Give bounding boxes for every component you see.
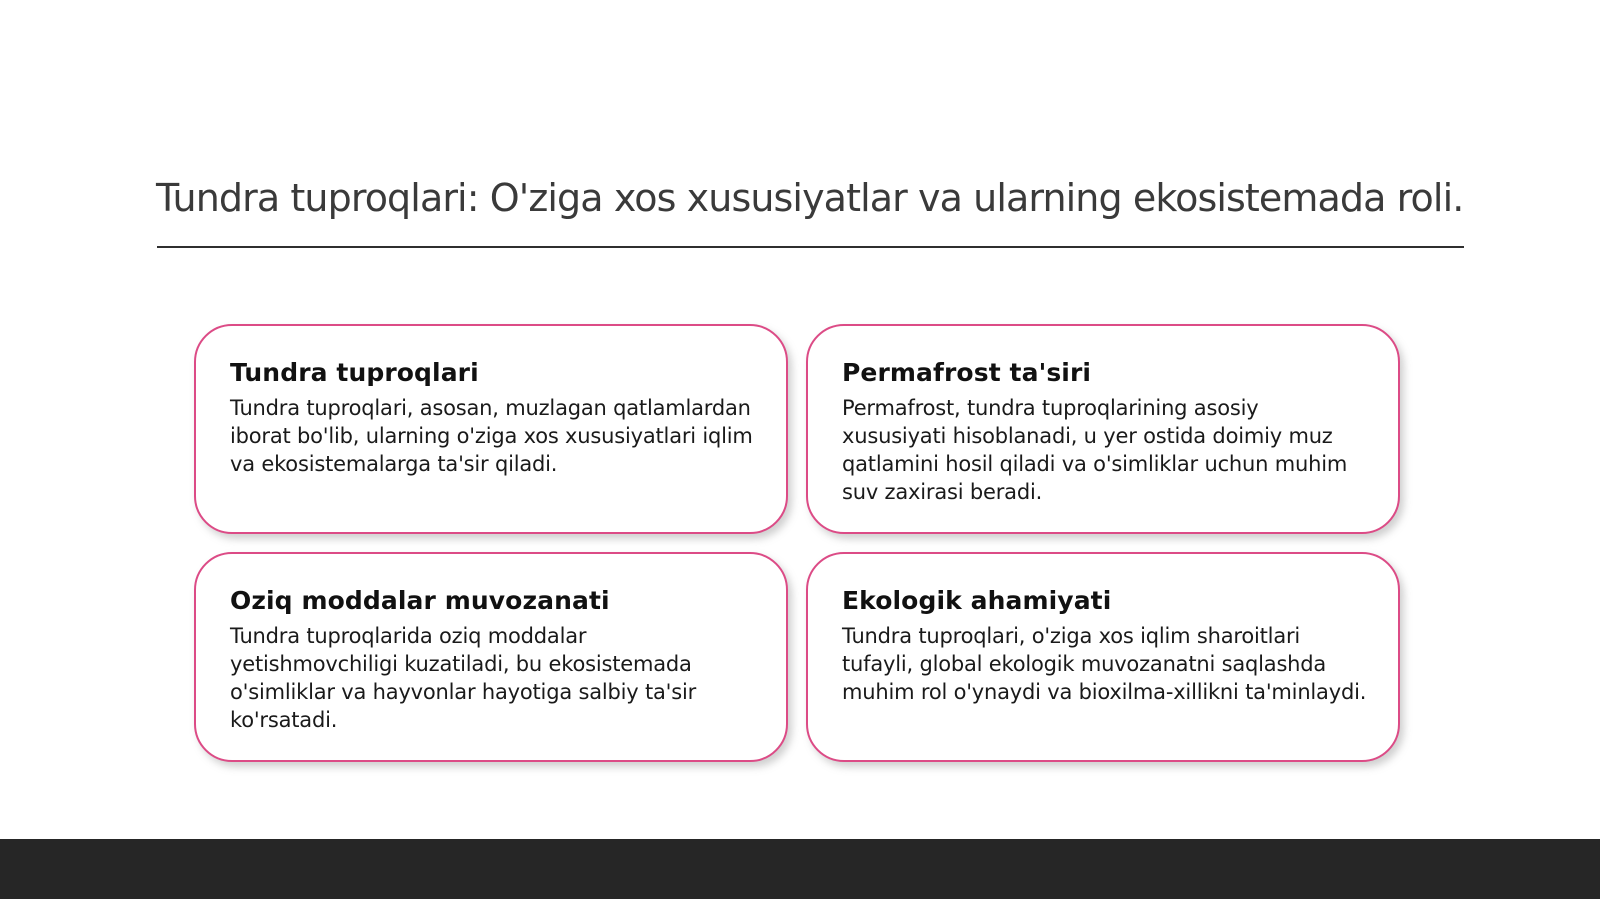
card-ecological-importance bbox=[806, 552, 1400, 762]
card-tundra-soils bbox=[194, 324, 788, 534]
slide-title: Tundra tuproqlari: O'ziga xos xususiyatlar va ularning ekosistemada roli. bbox=[156, 176, 1464, 220]
card-nutrient-balance bbox=[194, 552, 788, 762]
card-permafrost-effect bbox=[806, 324, 1400, 534]
card-heading: Ekologik ahamiyati bbox=[842, 586, 1112, 615]
card-text: Permafrost, tundra tuproqlarining asosiy xususiyati hisoblanadi, u yer ostida doimiy muz qatlamini hosil qiladi va o'simliklar uchun muhim suv zaxirasi beradi. bbox=[842, 396, 1348, 504]
footer-bar bbox=[0, 839, 1600, 899]
card-heading: Tundra tuproqlari bbox=[230, 358, 479, 387]
title-divider bbox=[157, 246, 1464, 248]
card-heading: Permafrost ta'siri bbox=[842, 358, 1092, 387]
card-text: Tundra tuproqlarida oziq moddalar yetishmovchiligi kuzatiladi, bu ekosistemada o'simliklar va hayvonlar hayotiga salbiy ta'sir ko'rsatadi. bbox=[230, 624, 697, 732]
card-heading: Oziq moddalar muvozanati bbox=[230, 586, 610, 615]
card-text: Tundra tuproqlari, o'ziga xos iqlim sharoitlari tufayli, global ekologik muvozanatni saqlashda muhim rol o'ynaydi va bioxilma-xillikni ta'minlaydi. bbox=[842, 624, 1367, 704]
card-text: Tundra tuproqlari, asosan, muzlagan qatlamlardan iborat bo'lib, ularning o'ziga xos xususiyatlari iqlim va ekosistemalarga ta'sir qiladi. bbox=[230, 396, 753, 476]
